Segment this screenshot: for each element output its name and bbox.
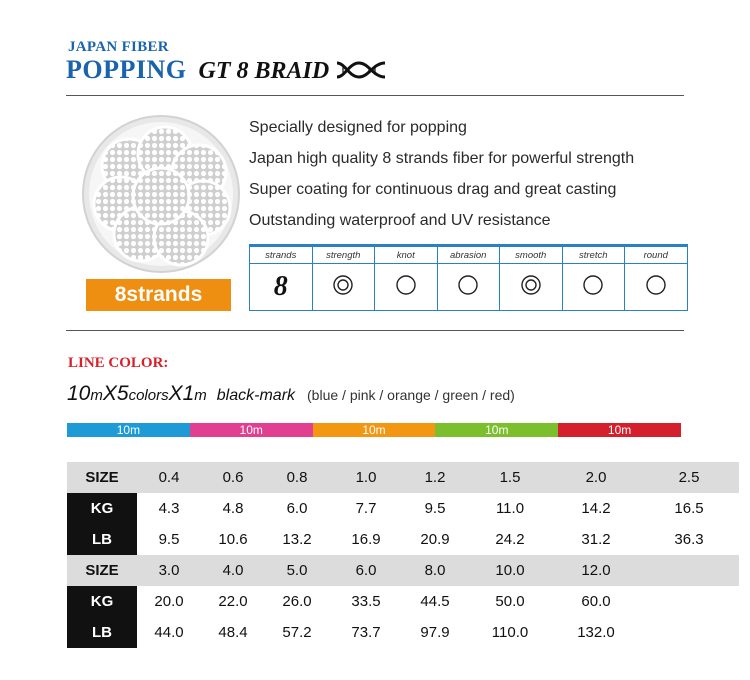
kg-cell: 16.5 (674, 500, 704, 517)
size-cell: 10.0 (467, 555, 553, 586)
size-cell: 3.0 (137, 555, 201, 586)
feature-list (249, 114, 634, 238)
line-color-spec (67, 382, 515, 406)
lb-cell: 16.9 (351, 531, 381, 548)
size-cell: 1.5 (467, 462, 553, 493)
lb-cell: 44.0 (154, 624, 184, 641)
spec-x-2: X (168, 382, 183, 405)
kg-cell: 22.0 (218, 593, 248, 610)
strands-value: 8 (273, 271, 288, 302)
circle-icon (582, 274, 604, 296)
kg-cell: 50.0 (495, 593, 525, 610)
spec-num-1: 10 (67, 382, 91, 405)
empty-cell (639, 555, 739, 586)
abrasion-rating (437, 264, 500, 311)
spec-header-knot: knot (375, 246, 438, 264)
lb-cell: 24.2 (495, 531, 525, 548)
braid-logo-icon (335, 61, 387, 79)
spec-num-2: 5 (116, 382, 129, 405)
knot-rating (375, 264, 438, 311)
empty-cell (639, 617, 739, 648)
lb-cell: 57.2 (282, 624, 312, 641)
smooth-rating (500, 264, 563, 311)
kg-cell: 20.0 (154, 593, 184, 610)
kg-cell: 4.3 (158, 500, 180, 517)
brand-subtitle: JAPAN FIBER (68, 39, 169, 55)
kg-cell: 14.2 (581, 500, 611, 517)
brand-header (66, 55, 387, 85)
spec-table (249, 244, 688, 311)
spec-header-strands: strands (250, 246, 313, 264)
kg-cell: 7.7 (355, 500, 377, 517)
color-order-note: (blue / pink / orange / green / red) (307, 387, 515, 403)
circle-icon (457, 274, 479, 296)
kg-cell: 44.5 (420, 593, 450, 610)
row-label-lb: LB (67, 524, 137, 555)
kg-row (67, 493, 739, 524)
lb-cell: 132.0 (577, 624, 615, 641)
size-cell: 0.4 (137, 462, 201, 493)
strands-value-cell (250, 264, 313, 311)
spec-x-1: X (102, 382, 117, 405)
kg-row (67, 586, 739, 617)
spec-header-round: round (625, 246, 688, 264)
color-segment-red: 10m (558, 423, 681, 437)
empty-cell (639, 586, 739, 617)
lb-cell: 10.6 (218, 531, 248, 548)
size-cell: 6.0 (329, 555, 403, 586)
kg-cell: 9.5 (424, 500, 446, 517)
size-cell: 0.6 (201, 462, 265, 493)
feature-item: Japan high quality 8 strands fiber for powerful strength (249, 150, 635, 167)
kg-cell: 4.8 (222, 500, 244, 517)
spec-unit-2: colors (128, 387, 169, 404)
size-cell: 2.5 (639, 462, 739, 493)
lb-cell: 20.9 (420, 531, 450, 548)
size-row (67, 462, 739, 493)
color-spec-main (67, 382, 207, 406)
stretch-rating (562, 264, 625, 311)
lb-cell: 73.7 (351, 624, 381, 641)
rope-cross-section-image (81, 114, 241, 274)
kg-cell: 6.0 (286, 500, 308, 517)
lb-row (67, 617, 739, 648)
black-mark-label: black-mark (216, 387, 296, 404)
color-segment-pink: 10m (190, 423, 313, 437)
spec-header-abrasion: abrasion (437, 246, 500, 264)
strength-rating (312, 264, 375, 311)
color-segment-orange: 10m (313, 423, 436, 437)
spec-header-strength: strength (312, 246, 375, 264)
feature-item: Super coating for continuous drag and great casting (249, 181, 617, 198)
row-label-kg: KG (67, 586, 137, 617)
strands-badge: 8strands (86, 279, 231, 311)
line-color-title: LINE COLOR: (68, 355, 169, 371)
feature-item: Outstanding waterproof and UV resistance (249, 212, 551, 229)
kg-cell: 60.0 (581, 593, 611, 610)
color-segment-green: 10m (435, 423, 558, 437)
spec-header-smooth: smooth (500, 246, 563, 264)
lb-row (67, 524, 739, 555)
kg-cell: 26.0 (282, 593, 312, 610)
size-cell: 1.2 (403, 462, 467, 493)
lb-cell: 48.4 (218, 624, 248, 641)
top-divider (66, 95, 684, 96)
row-label-size: SIZE (67, 555, 137, 586)
spec-num-3: 1 (182, 382, 195, 405)
row-label-lb: LB (67, 617, 137, 648)
row-label-size: SIZE (67, 462, 137, 493)
lb-cell: 36.3 (674, 531, 704, 548)
spec-header-stretch: stretch (562, 246, 625, 264)
product-model: GT 8 BRAID (198, 58, 330, 84)
feature-item: Specially designed for popping (249, 119, 467, 136)
size-cell: 4.0 (201, 555, 265, 586)
kg-cell: 33.5 (351, 593, 381, 610)
color-segment-blue: 10m (67, 423, 190, 437)
lb-cell: 13.2 (282, 531, 312, 548)
size-cell: 8.0 (403, 555, 467, 586)
spec-unit-1: m (90, 387, 103, 404)
lb-cell: 31.2 (581, 531, 611, 548)
section-divider (66, 330, 684, 331)
kg-cell: 11.0 (495, 500, 525, 517)
size-cell: 0.8 (265, 462, 329, 493)
size-cell: 1.0 (329, 462, 403, 493)
double-circle-icon (520, 274, 542, 296)
lb-cell: 110.0 (491, 624, 529, 641)
lb-cell: 97.9 (420, 624, 450, 641)
row-label-kg: KG (67, 493, 137, 524)
size-cell: 2.0 (553, 462, 639, 493)
circle-icon (645, 274, 667, 296)
size-table (67, 462, 739, 648)
circle-icon (395, 274, 417, 296)
size-cell: 5.0 (265, 555, 329, 586)
double-circle-icon (332, 274, 354, 296)
color-bar (67, 423, 681, 437)
spec-unit-3: m (194, 387, 207, 404)
brand-name: POPPING (66, 55, 187, 84)
lb-cell: 9.5 (158, 531, 180, 548)
round-rating (625, 264, 688, 311)
size-row (67, 555, 739, 586)
size-cell: 12.0 (553, 555, 639, 586)
